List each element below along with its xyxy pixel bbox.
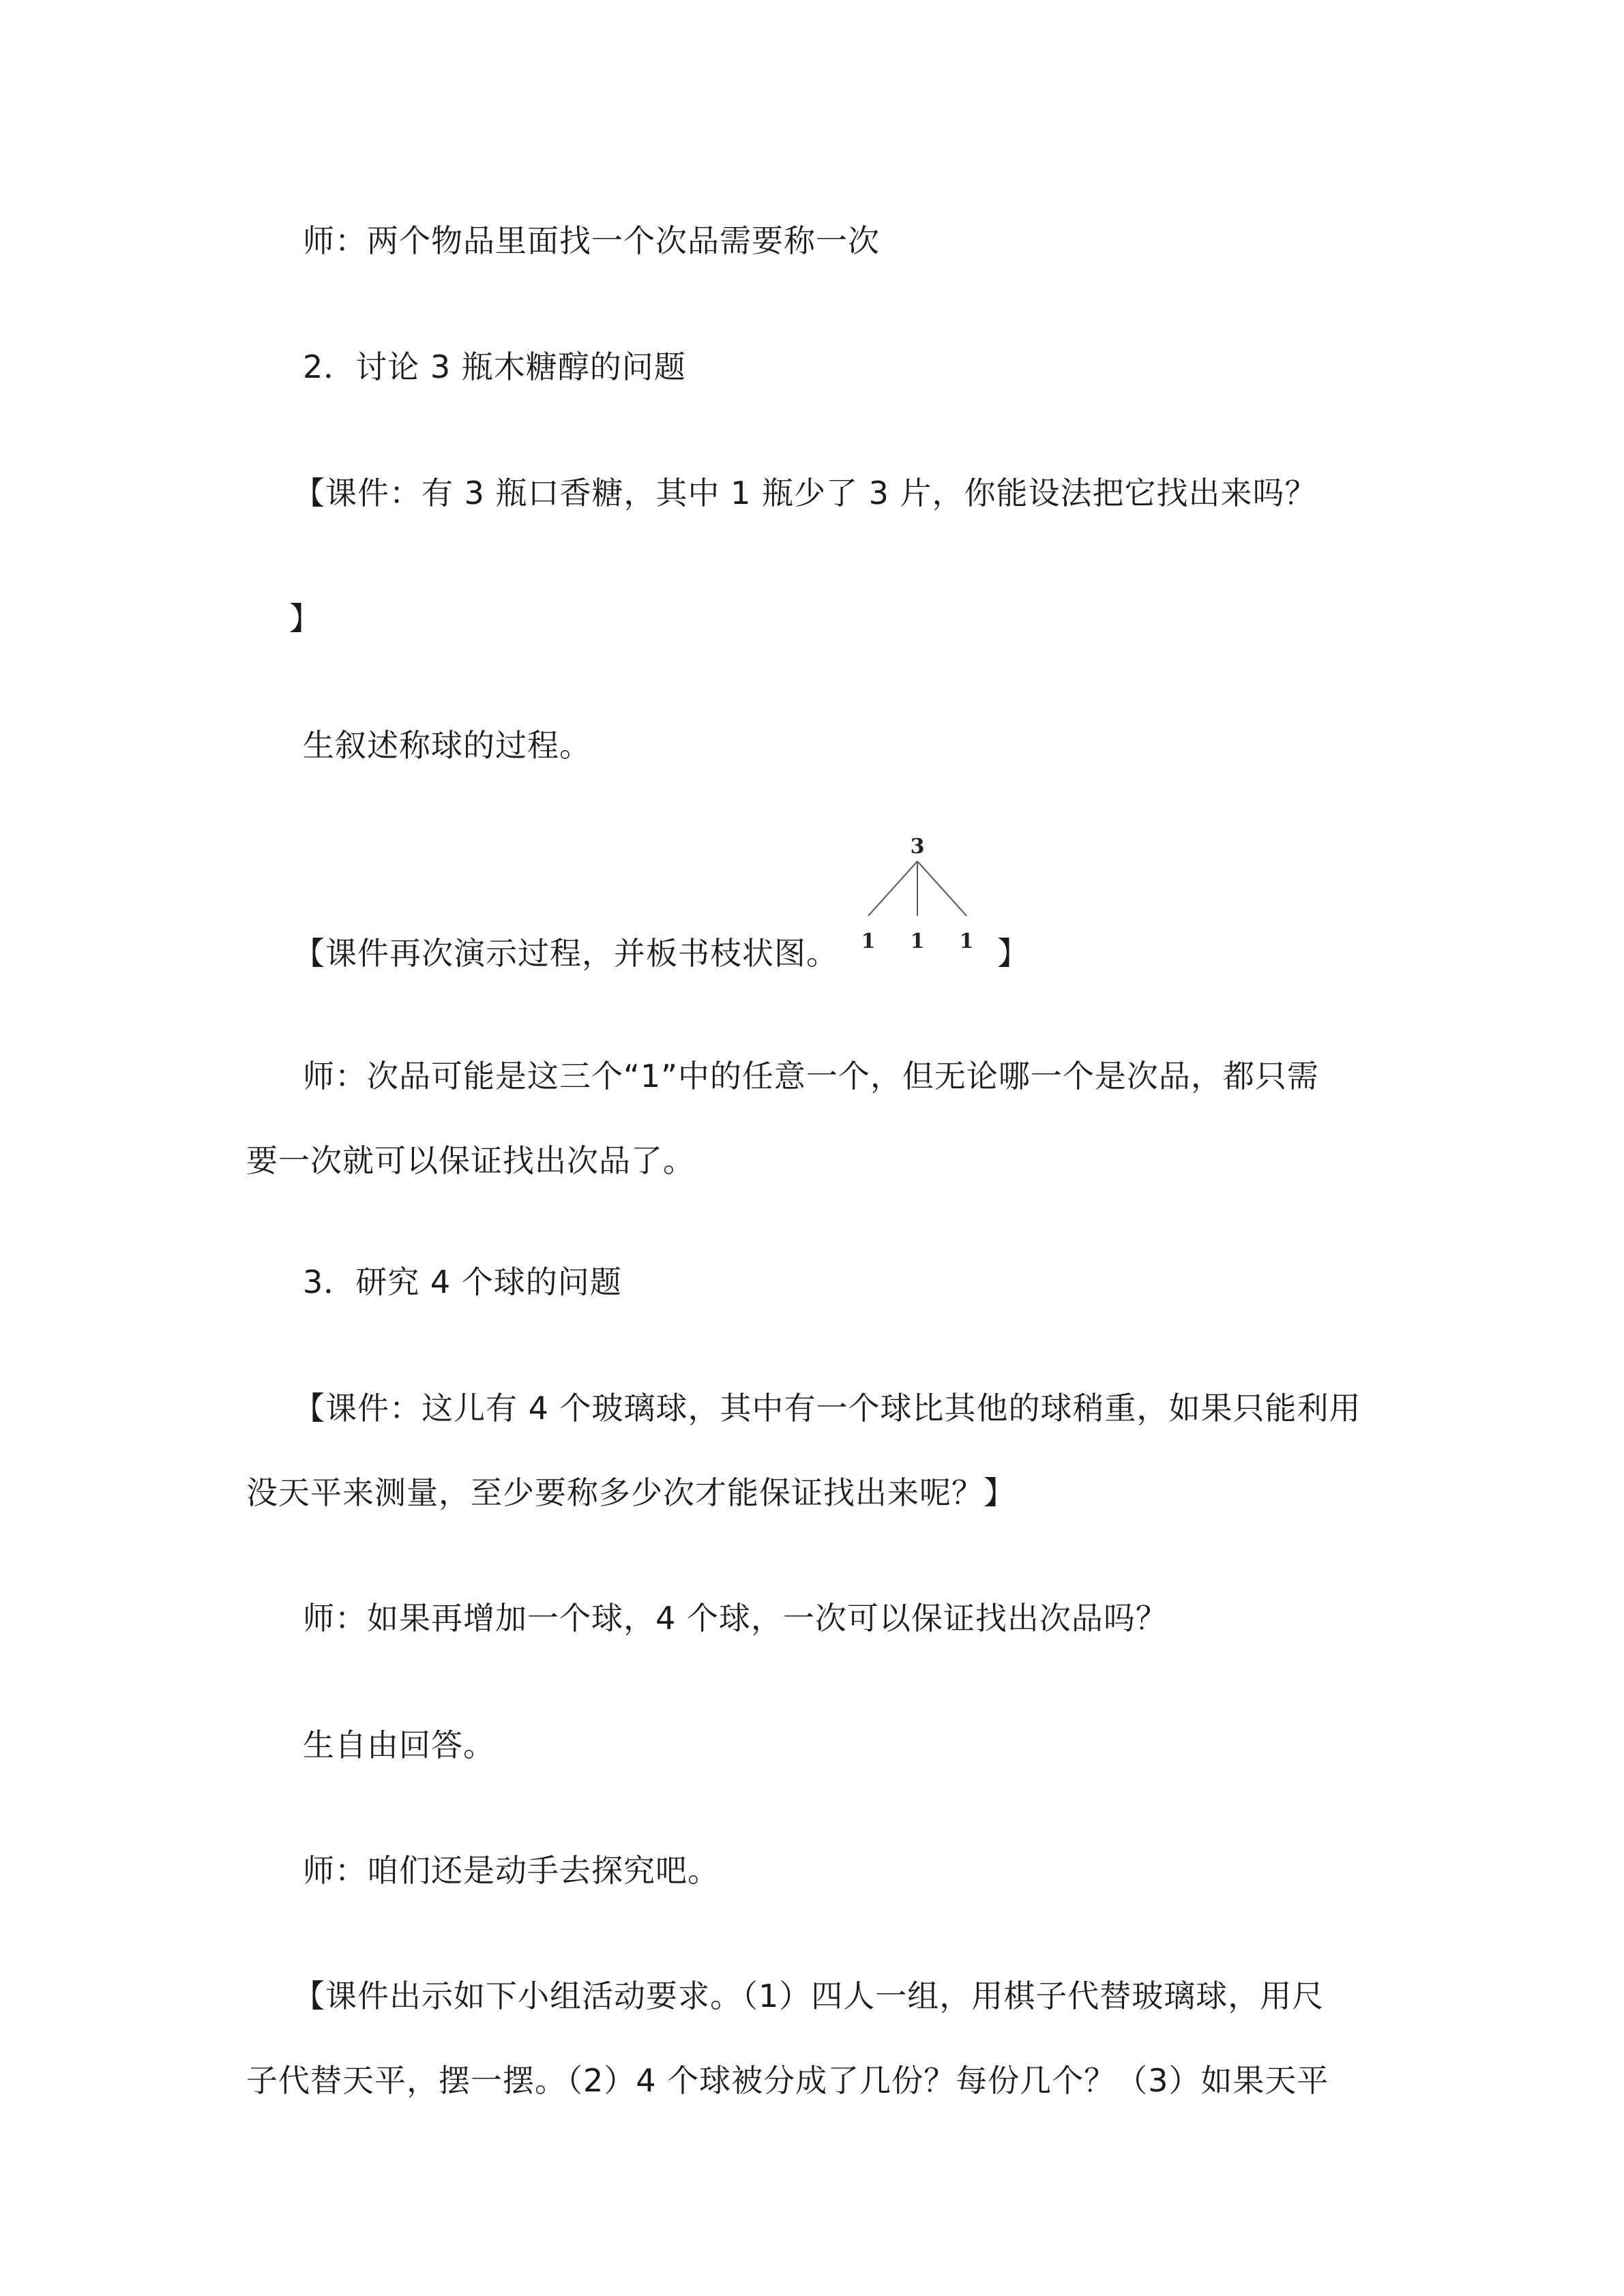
courseware-note-closing: 】	[289, 600, 321, 637]
courseware-note: 【课件：有 3 瓶口香糖，其中 1 瓶少了 3 片，你能设法把它找出来吗？	[293, 475, 1317, 511]
courseware-note: 没天平来测量，至少要称多少次才能保证找出来呢？】	[246, 1474, 1016, 1511]
dialogue-line: 师：次品可能是这三个“1”中的任意一个，但无论哪一个是次品，都只需	[303, 1058, 1319, 1094]
tree-leaf: 1	[959, 929, 974, 953]
courseware-note: 【课件出示如下小组活动要求。（1）四人一组，用棋子代替玻璃球，用尺	[293, 1978, 1325, 2014]
courseware-note: 子代替天平，摆一摆。（2）4 个球被分成了几份？每份几个？（3）如果天平	[246, 2062, 1329, 2099]
tree-leaf: 1	[861, 929, 876, 953]
dialogue-line: 要一次就可以保证找出次品了。	[246, 1142, 695, 1179]
courseware-note-closing: 】	[997, 935, 1029, 972]
tree-branch	[868, 861, 917, 916]
courseware-note: 【课件：这儿有 4 个玻璃球，其中有一个球比其他的球稍重，如果只能利用	[293, 1390, 1361, 1427]
section-heading: 2．讨论 3 瓶木糖醇的问题	[303, 348, 686, 385]
section-heading: 3．研究 4 个球的问题	[303, 1264, 622, 1300]
dialogue-line: 师：咱们还是动手去探究吧。	[303, 1852, 720, 1889]
dialogue-line: 师：如果再增加一个球，4 个球，一次可以保证找出次品吗？	[303, 1600, 1168, 1637]
courseware-note: 【课件再次演示过程，并板书枝状图。	[293, 935, 838, 972]
dialogue-line: 师：两个物品里面找一个次品需要称一次	[303, 222, 880, 259]
tree-branch	[917, 861, 966, 916]
student-action: 生自由回答。	[303, 1727, 495, 1763]
student-action: 生叙述称球的过程。	[303, 727, 591, 764]
tree-leaf: 1	[910, 929, 925, 953]
branch-diagram	[849, 829, 986, 958]
tree-root: 3	[910, 835, 925, 859]
